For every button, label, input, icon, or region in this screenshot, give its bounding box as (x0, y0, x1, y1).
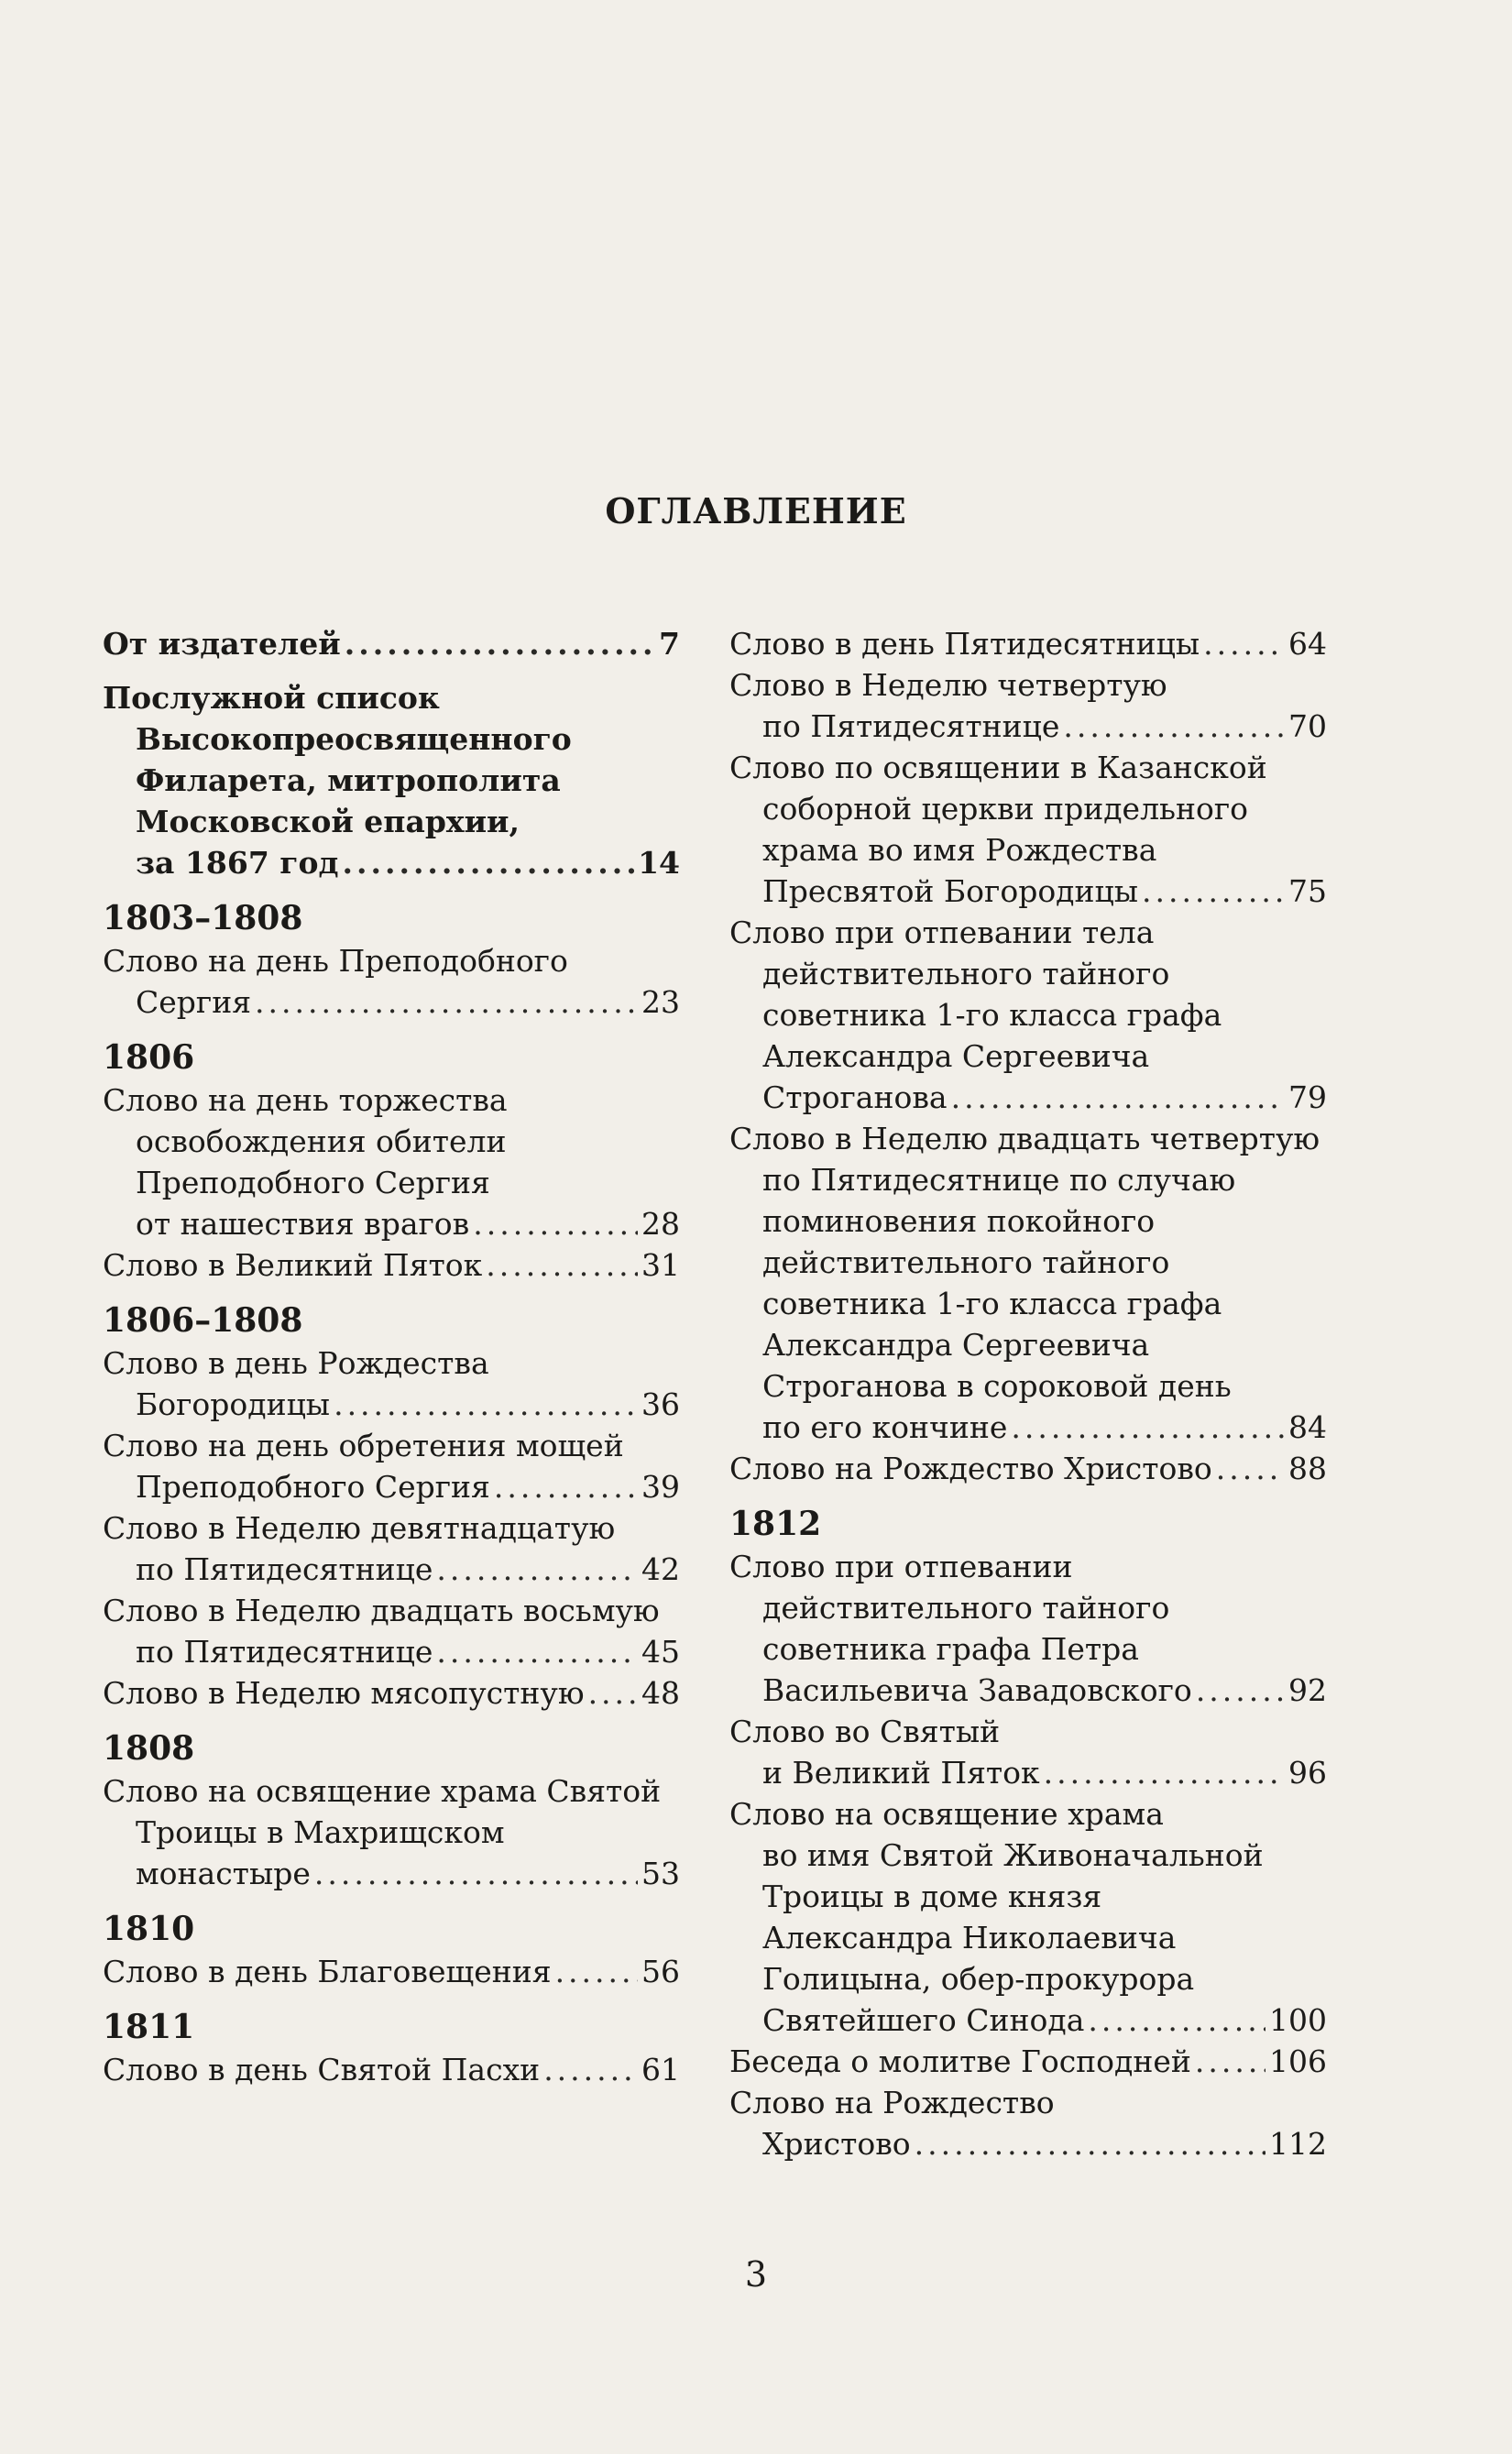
toc-entry-line: храма во имя Рождества (762, 832, 1157, 868)
dot-leader (1203, 623, 1285, 664)
dot-leader (1196, 1670, 1285, 1711)
toc-entry-line: освобождения обители (136, 1123, 507, 1159)
toc-entry-line: Слово по освящении в Казанской (729, 750, 1267, 785)
toc-year-heading: 1811 (103, 2008, 195, 2046)
toc-entry[interactable] (103, 1079, 680, 1244)
toc-page-number: 75 (1288, 873, 1327, 909)
toc-entry-line: монастыре (136, 1856, 311, 1891)
toc-year-heading: 1810 (103, 1910, 195, 1948)
toc-entry-line: Беседа о молитве Господней (729, 2043, 1191, 2079)
dot-leader (255, 981, 638, 1023)
toc-entry-line: по Пятидесятнице (136, 1634, 433, 1670)
toc-page-number: 7 (659, 626, 680, 662)
toc-page-number: 23 (641, 984, 680, 1020)
toc-page-number: 70 (1288, 708, 1327, 744)
toc-entry-line: Троицы в доме князя (762, 1879, 1102, 1914)
toc-page-number: 28 (641, 1206, 680, 1242)
toc-entry-line: по Пятидесятнице (136, 1551, 433, 1587)
toc-entry[interactable] (103, 1590, 680, 1672)
toc-entry-line: Христово (762, 2126, 911, 2162)
dot-leader (1216, 1448, 1285, 1489)
dot-leader (494, 1466, 638, 1507)
toc-entry-line: Троицы в Махрищском (136, 1814, 505, 1850)
dot-leader (436, 1631, 638, 1672)
toc-entry[interactable] (103, 2049, 680, 2090)
dot-leader (555, 1951, 638, 1992)
toc-entry[interactable] (729, 1118, 1327, 1448)
toc-entry[interactable] (103, 1507, 680, 1590)
toc-entry[interactable] (103, 1672, 680, 1714)
toc-entry-line: Слово на освящение храма (729, 1796, 1164, 1832)
toc-page-number: 48 (641, 1675, 680, 1711)
toc-entry[interactable] (103, 1425, 680, 1507)
toc-entry-line: Слово в Неделю мясопустную (103, 1675, 585, 1711)
toc-entry-line: Васильевича Завадовского (762, 1672, 1192, 1708)
toc-entry-line: действительного тайного (762, 956, 1170, 991)
toc-entry-line: Слово на Рождество Христово (729, 1451, 1212, 1486)
toc-year-heading: 1812 (729, 1505, 822, 1543)
dot-leader (436, 1549, 638, 1590)
toc-entry-line: Слово при отпевании тела (729, 915, 1155, 950)
toc-entry[interactable] (729, 2041, 1327, 2082)
toc-entry-line: от нашествия врагов (136, 1206, 470, 1242)
toc-entry-line: От издателей (103, 626, 341, 662)
toc-entry-line: по его кончине (762, 1409, 1008, 1445)
toc-year-heading: 1808 (103, 1729, 195, 1768)
toc-entry-line: Слово в день Святой Пасхи (103, 2052, 541, 2087)
toc-entry[interactable] (103, 623, 680, 664)
toc-entry-line: Слово в Неделю девятнадцатую (103, 1510, 616, 1546)
toc-right-column (729, 623, 1327, 2164)
toc-page-number: 106 (1269, 2043, 1327, 2079)
toc-entry[interactable] (103, 677, 680, 883)
toc-entry[interactable] (729, 1546, 1327, 1711)
toc-entry-line: по Пятидесятнице (762, 708, 1060, 744)
toc-entry-line: Строганова (762, 1079, 948, 1115)
toc-page-number: 92 (1288, 1672, 1327, 1708)
toc-entry[interactable] (103, 940, 680, 1023)
toc-entry-line: Преподобного Сергия (136, 1165, 490, 1200)
dot-leader (345, 623, 655, 664)
toc-entry[interactable] (729, 1448, 1327, 1489)
toc-page-number: 79 (1288, 1079, 1327, 1115)
toc-entry-line: Святейшего Синода (762, 2002, 1085, 2038)
toc-entry-line: Слово на Рождество (729, 2085, 1055, 2120)
toc-entry-line: Слово в день Рождества (103, 1345, 489, 1381)
toc-entry-line: Московской епархии, (136, 804, 520, 839)
toc-entry-line: поминовения покойного (762, 1203, 1156, 1239)
toc-entry-line: Слово во Святый (729, 1714, 1001, 1749)
toc-year-heading: 1803–1808 (103, 899, 303, 937)
dot-leader (1044, 1752, 1285, 1793)
toc-entry-line: Слово на день Преподобного (103, 943, 568, 979)
dot-leader (314, 1853, 638, 1894)
toc-entry-line: Слово в день Пятидесятницы (729, 626, 1200, 662)
toc-entry[interactable] (729, 623, 1327, 664)
toc-entry-line: Александра Николаевича (762, 1920, 1177, 1956)
dot-leader (1195, 2041, 1265, 2082)
toc-entry-line: Слово при отпевании (729, 1549, 1073, 1584)
toc-entry[interactable] (103, 1951, 680, 1992)
dot-leader (334, 1384, 638, 1425)
toc-entry-line: советника 1-го класса графа (762, 997, 1222, 1033)
toc-page-number: 61 (641, 2052, 680, 2087)
dot-leader (486, 1244, 638, 1286)
toc-entry-line: Слово в Неделю четвертую (729, 667, 1167, 703)
dot-leader (951, 1077, 1285, 1118)
toc-entry[interactable] (729, 1711, 1327, 1793)
dot-leader (1142, 871, 1285, 912)
toc-entry-line: Послужной список (103, 680, 440, 716)
toc-page-number: 64 (1288, 626, 1327, 662)
toc-entry-line: Богородицы (136, 1386, 331, 1422)
page-number: 3 (744, 2254, 768, 2295)
toc-page-number: 56 (641, 1954, 680, 1989)
toc-page-number: 88 (1288, 1451, 1327, 1486)
toc-page-number: 36 (641, 1386, 680, 1422)
dot-leader (1088, 1999, 1265, 2041)
dot-leader (915, 2123, 1265, 2164)
toc-page-number: 45 (641, 1634, 680, 1670)
toc-page-number: 31 (641, 1247, 680, 1283)
dot-leader (1011, 1407, 1285, 1448)
toc-entry-line: за 1867 год (136, 845, 339, 881)
toc-entry-line: Слово на день торжества (103, 1082, 508, 1118)
toc-entry[interactable] (729, 664, 1327, 747)
toc-entry-line: Александра Сергеевича (762, 1327, 1150, 1363)
toc-entry-line: советника графа Петра (762, 1631, 1139, 1667)
toc-entry-line: Слово в Неделю двадцать восьмую (103, 1593, 660, 1628)
toc-entry-line: соборной церкви придельного (762, 791, 1249, 827)
toc-entry-line: и Великий Пяток (762, 1755, 1040, 1791)
toc-page-number: 42 (641, 1551, 680, 1587)
toc-entry[interactable] (729, 747, 1327, 912)
toc-entry-line: действительного тайного (762, 1590, 1170, 1626)
dot-leader (1063, 706, 1285, 747)
dot-leader (588, 1672, 638, 1714)
toc-entry-line: Слово в день Благовещения (103, 1954, 552, 1989)
toc-page-number: 39 (641, 1469, 680, 1505)
toc-entry-line: Преподобного Сергия (136, 1469, 490, 1505)
toc-page-number: 112 (1269, 2126, 1327, 2162)
page-title: ОГЛАВЛЕНИЕ (605, 490, 907, 531)
toc-year-heading: 1806–1808 (103, 1301, 303, 1340)
toc-entry[interactable] (103, 1244, 680, 1286)
toc-entry-line: по Пятидесятнице по случаю (762, 1162, 1236, 1198)
toc-entry[interactable] (103, 1770, 680, 1894)
toc-entry-line: Слово в Великий Пяток (103, 1247, 483, 1283)
dot-leader (343, 842, 635, 883)
toc-entry-line: Слово на освящение храма Святой (103, 1773, 662, 1809)
dot-leader (473, 1203, 638, 1244)
toc-page-number: 96 (1288, 1755, 1327, 1791)
toc-entry-line: Сергия (136, 984, 252, 1020)
toc-entry-line: Слово на день обретения мощей (103, 1428, 624, 1463)
toc-page-number: 84 (1288, 1409, 1327, 1445)
toc-year-heading: 1806 (103, 1038, 195, 1077)
toc-entry-line: Филарета, митрополита (136, 762, 561, 798)
toc-entry-line: Голицына, обер-прокурора (762, 1961, 1195, 1997)
toc-entry-line: Слово в Неделю двадцать четвертую (729, 1121, 1320, 1156)
toc-entry[interactable] (729, 912, 1327, 1118)
toc-entry-line: Александра Сергеевича (762, 1038, 1150, 1074)
toc-page-number: 53 (641, 1856, 680, 1891)
toc-entry-line: действительного тайного (762, 1244, 1170, 1280)
toc-entry[interactable] (729, 2082, 1327, 2164)
toc-page-number: 100 (1269, 2002, 1327, 2038)
toc-entry-line: Пресвятой Богородицы (762, 873, 1138, 909)
dot-leader (543, 2049, 638, 2090)
toc-entry-line: Высокопреосвященного (136, 721, 572, 757)
toc-entry-line: советника 1-го класса графа (762, 1286, 1222, 1321)
toc-entry[interactable] (103, 1342, 680, 1425)
toc-entry-line: Строганова в сороковой день (762, 1368, 1232, 1404)
toc-left-column (103, 623, 680, 2090)
toc-page-number: 14 (638, 845, 680, 881)
toc-entry[interactable] (729, 1793, 1327, 2041)
toc-entry-line: во имя Святой Живоначальной (762, 1837, 1264, 1873)
